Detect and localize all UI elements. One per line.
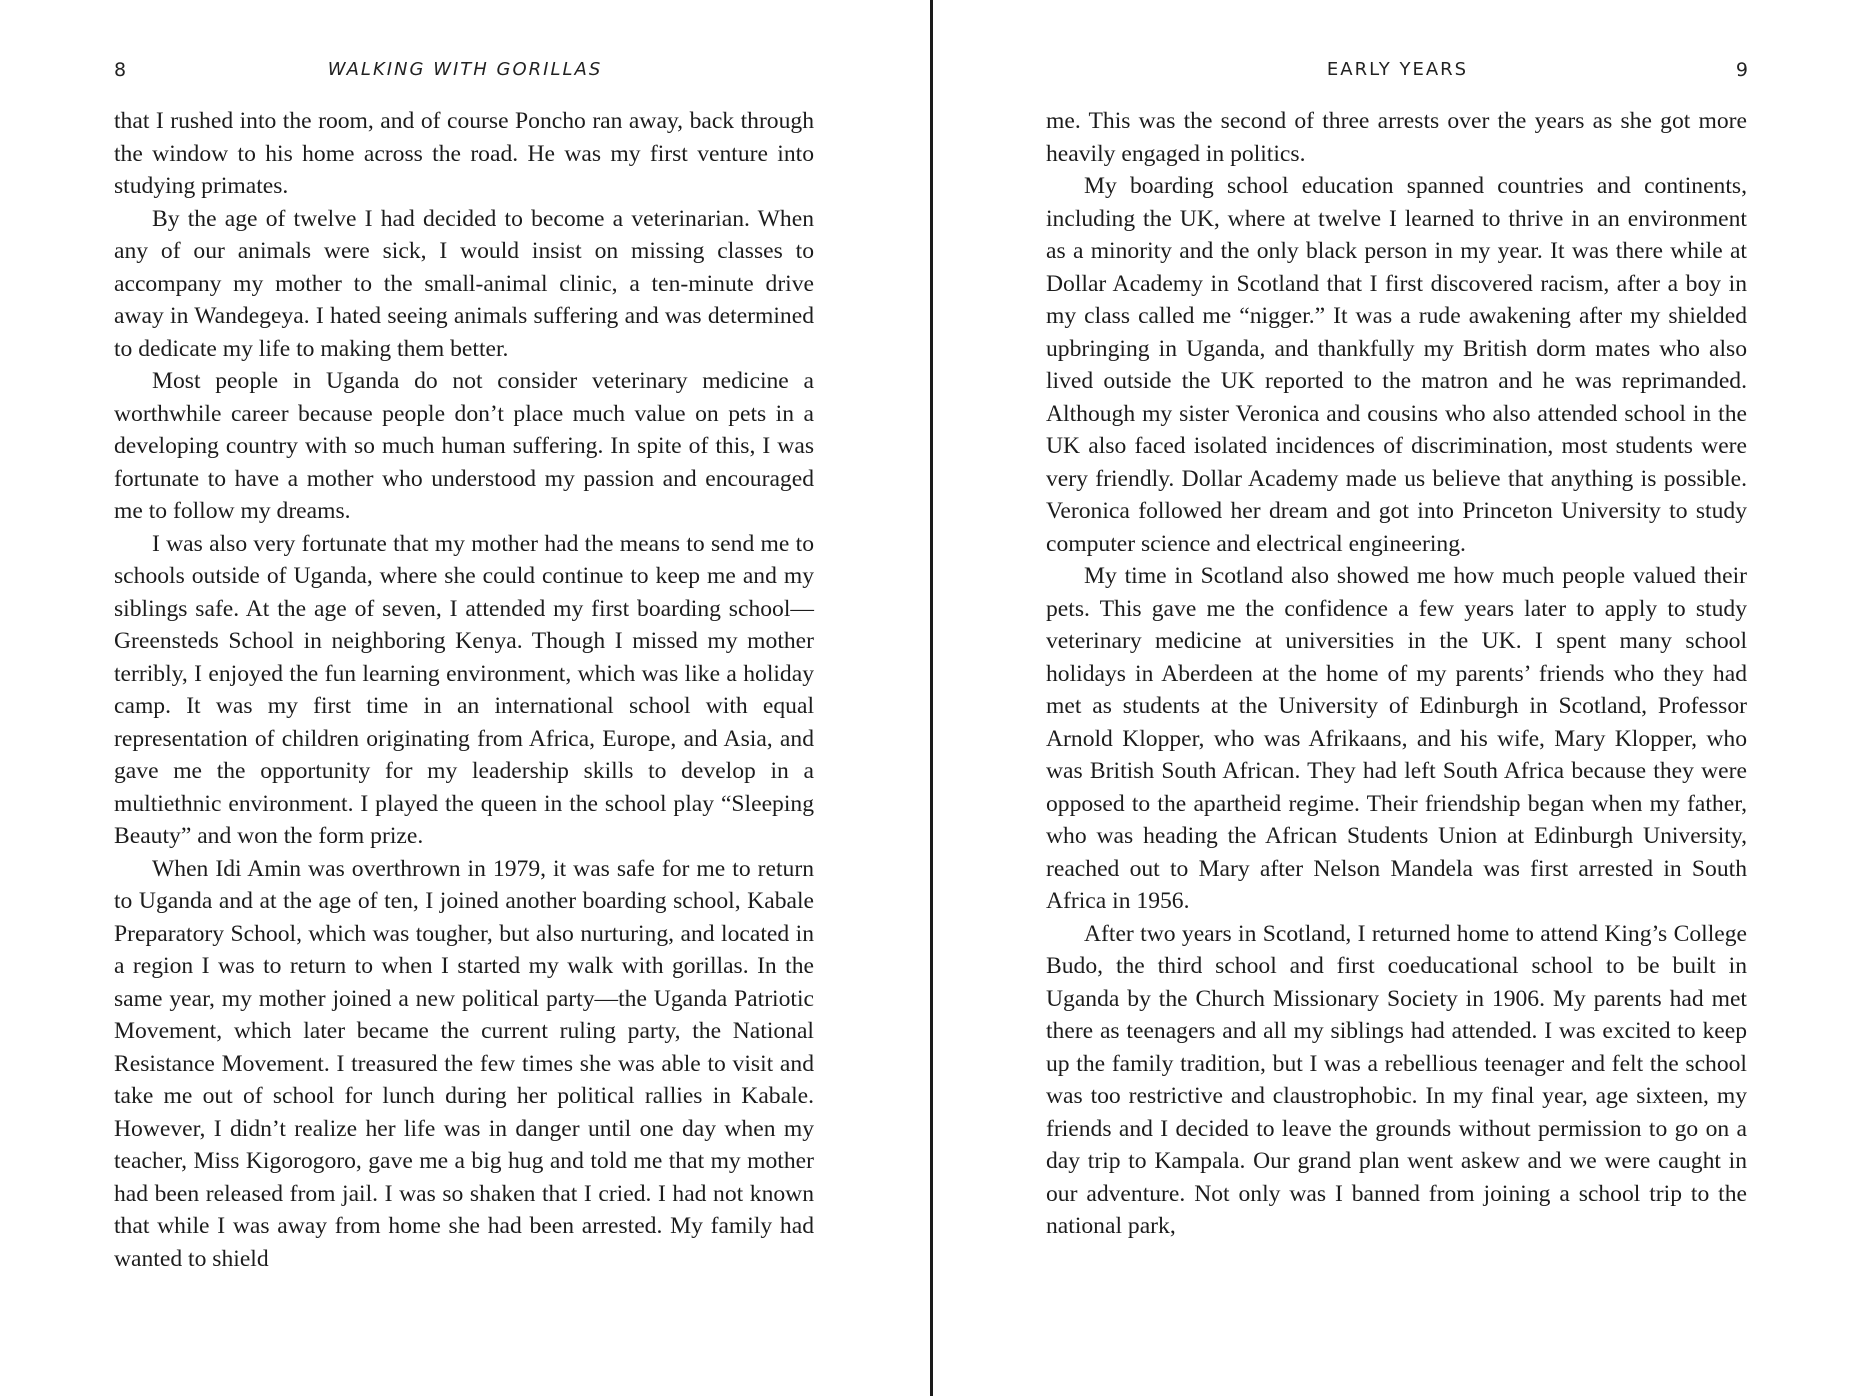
right-page (933, 0, 1862, 1396)
running-head-book-title: WALKING WITH GORILLAS (327, 59, 603, 80)
body-text-right (1046, 105, 1747, 1243)
paragraph: After two years in Scotland, I returned home to attend King’s College Budo, the third school and first coeducational school to be built in Uganda by the Church Missionary Society in 1906. My parents had met there as teenagers and all my siblings had attended. I was excited to keep up the family tradition, but I was a rebellious teenager and felt the school was too restrictive and claustrophobic. In my final year, age sixteen, my friends and I decided to leave the grounds without permission to go on a day trip to Kampala. Our grand plan went askew and we were caught in our adventure. Not only was I banned from joining a school trip to the national park, (1046, 920, 1747, 1239)
left-page (0, 0, 930, 1396)
paragraph: When Idi Amin was overthrown in 1979, it was safe for me to return to Uganda and at the age of ten, I joined another boarding school, Kabale Preparatory School, which was tougher, but also nurturing, and located in a region I was to return to when I started my walk with gorillas. In the same year, my mother joined a new political party—the Uganda Patriotic Movement, which later became the current ruling party, the National Resistance Movement. I treasured the few times she was able to visit and take me out of school for lunch during her political rallies in Kabale. However, I didn’t realize her life was in danger until one day when my teacher, Miss Kigorogoro, gave me a big hug and told me that my mother had been released from jail. I was so shaken that I cried. I had not known that while I was away from home she had been arrested. My family had wanted to shield (114, 855, 814, 1272)
running-head-chapter-title: EARLY YEARS (1326, 59, 1469, 80)
paragraph: that I rushed into the room, and of course Poncho ran away, back through the window to his home across the road. He was my first venture into studying primates. (114, 108, 814, 199)
page-number-right: 9 (1735, 59, 1748, 81)
paragraph: Most people in Uganda do not consider veterinary medicine a worthwhile career because people don’t place much value on pets in a developing country with so much human suffering. In spite of this, I was fortunate to have a mother who understood my passion and encouraged me to follow my dreams. (114, 368, 814, 524)
page-number-left: 8 (114, 59, 127, 81)
paragraph: I was also very fortunate that my mother had the means to send me to schools outside of Uganda, where she could continue to keep me and my siblings safe. At the age of seven, I attended my first boarding school—Greensteds School in neighboring Kenya. Though I missed my mother terribly, I enjoyed the fun learning environment, which was like a holiday camp. It was my first time in an international school with equal representation of children originating from Africa, Europe, and Asia, and gave me the opportunity for my leadership skills to develop in a multiethnic environment. I played the queen in the school play “Sleeping Beauty” and won the form prize. (114, 530, 814, 849)
body-text-left (114, 105, 814, 1275)
paragraph: My time in Scotland also showed me how much people valued their pets. This gave me the confidence a few years later to apply to study veterinary medicine at universities in the UK. I spent many school holidays in Aberdeen at the home of my parents’ friends who they had met as students at the University of Edinburgh in Scotland, Professor Arnold Klopper, who was Afrikaans, and his wife, Mary Klopper, who was British South African. They had left South Africa because they were opposed to the apartheid regime. Their friendship began when my father, who was heading the African Students Union at Edinburgh University, reached out to Mary after Nelson Mandela was first arrested in South Africa in 1956. (1046, 563, 1747, 914)
paragraph: My boarding school education spanned countries and continents, including the UK, where at twelve I learned to thrive in an environment as a minority and the only black person in my year. It was there while at Dollar Academy in Scotland that I first discovered racism, after a boy in my class called me “nigger.” It was a rude awakening after my shielded upbringing in Uganda, and thankfully my British dorm mates who also lived outside the UK reported to the matron and he was reprimanded. Although my sister Veronica and cousins who also attended school in the UK also faced isolated incidences of discrimination, most students were very friendly. Dollar Academy made us believe that anything is possible. Veronica followed her dream and got into Princeton University to study computer science and electrical engineering. (1046, 173, 1747, 557)
paragraph: By the age of twelve I had decided to become a veterinarian. When any of our animals were sick, I would insist on missing classes to accompany my mother to the small-animal clinic, a ten-minute drive away in Wandegeya. I hated seeing animals suffering and was determined to dedicate my life to making them better. (114, 205, 814, 362)
paragraph: me. This was the second of three arrests over the years as she got more heavily engaged in politics. (1046, 108, 1747, 167)
